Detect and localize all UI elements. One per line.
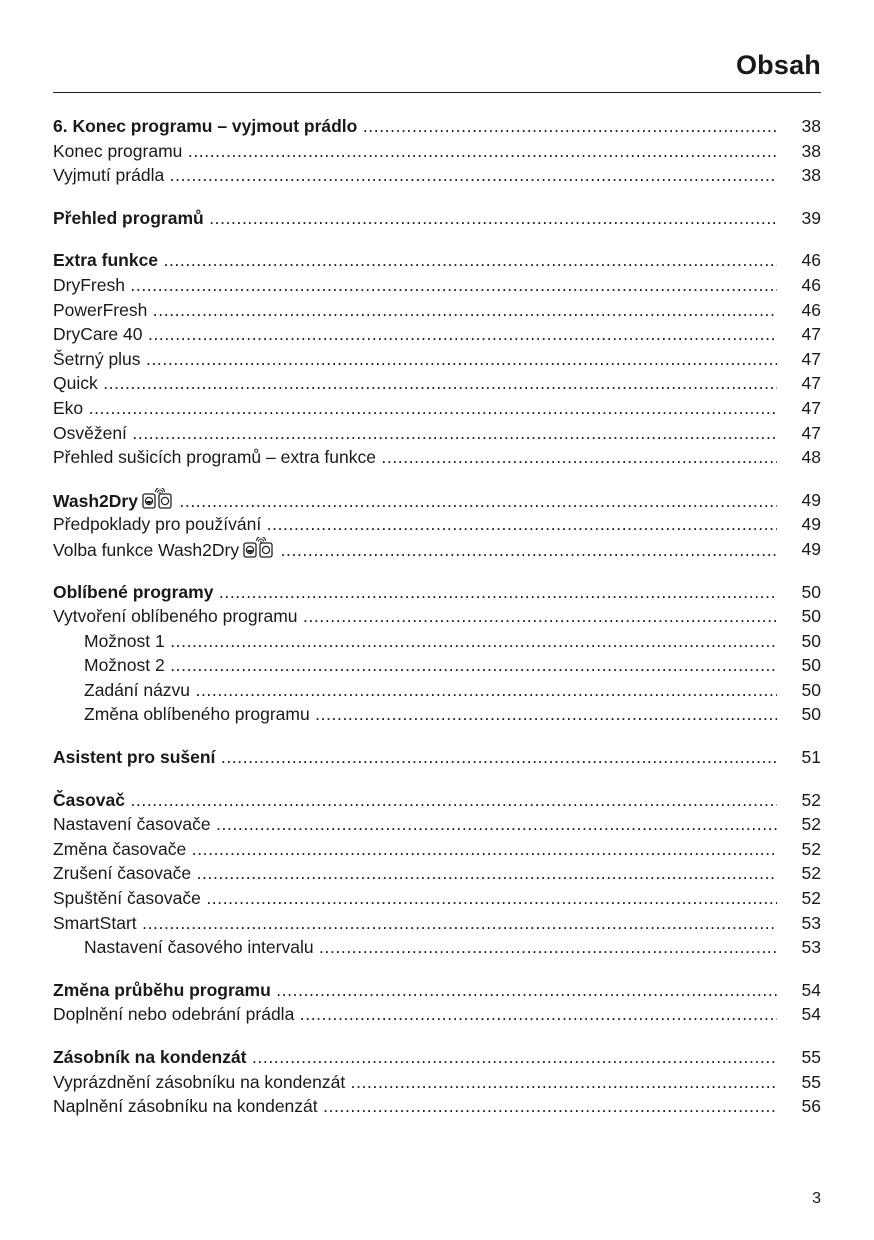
toc-entry[interactable] <box>53 745 821 770</box>
toc-entry-label: Zrušení časovače <box>53 863 192 884</box>
toc-entry-label: Naplnění zásobníku na kondenzát <box>53 1096 318 1117</box>
page-number: 3 <box>812 1190 821 1207</box>
toc-entry-label: Šetrný plus <box>53 348 141 369</box>
toc-entry-page: 46 <box>801 250 821 271</box>
toc-entry[interactable] <box>53 114 821 139</box>
toc-entry-left <box>53 273 777 298</box>
toc-entry-page: 53 <box>801 937 821 958</box>
toc-entry-left <box>53 163 777 188</box>
toc-entry-left <box>84 653 777 678</box>
toc-entry-label: Volba funkce Wash2Dry <box>53 539 240 560</box>
toc-entry-label: Eko <box>53 397 84 418</box>
toc-entry-left <box>53 537 777 566</box>
wash2dry-icon <box>243 537 275 566</box>
toc-entry[interactable] <box>53 322 821 347</box>
toc-entry[interactable] <box>53 512 821 537</box>
toc-entry-page: 50 <box>801 581 821 602</box>
toc-entry-page: 52 <box>801 789 821 810</box>
toc-entry-left <box>53 298 777 323</box>
toc-entry-page: 54 <box>801 979 821 1000</box>
toc-entry-page: 50 <box>801 606 821 627</box>
toc-entry-label: DryCare 40 <box>53 324 143 345</box>
toc-entry-label: Možnost 2 <box>84 655 165 676</box>
toc-entry-label: Oblíbené programy <box>53 581 214 602</box>
toc-entry-label: Nastavení časového intervalu <box>84 937 314 958</box>
toc-entry-page: 38 <box>801 140 821 161</box>
toc-entry-label: Možnost 1 <box>84 630 165 651</box>
toc-entry[interactable] <box>53 273 821 298</box>
toc-entry-left <box>53 248 777 273</box>
toc-entry-label: Doplnění nebo odebrání prádla <box>53 1004 295 1025</box>
toc-entry-label: Spuštění časovače <box>53 888 201 909</box>
toc-entry-page: 52 <box>801 838 821 859</box>
toc-entry[interactable] <box>53 580 821 605</box>
toc-entry[interactable] <box>53 935 821 960</box>
toc-entry[interactable] <box>53 298 821 323</box>
toc-entry-left <box>53 745 777 770</box>
toc-entry-page: 53 <box>801 912 821 933</box>
toc-entry-left <box>53 512 777 537</box>
toc-entry-page: 50 <box>801 630 821 651</box>
toc-entry-label: Přehled programů <box>53 207 204 228</box>
toc-entry[interactable] <box>53 488 821 513</box>
toc-entry-label: Vyprázdnění zásobníku na kondenzát <box>53 1071 346 1092</box>
toc-entry-left <box>53 1045 777 1070</box>
toc-entry-page: 38 <box>801 165 821 186</box>
toc-entry-page: 47 <box>801 397 821 418</box>
toc-entry-left <box>53 1002 777 1027</box>
toc-entry-left <box>53 580 777 605</box>
toc-entry-label: Wash2Dry <box>53 490 138 511</box>
toc-entry[interactable] <box>53 911 821 936</box>
toc-entry-page: 54 <box>801 1004 821 1025</box>
toc-entry-left <box>53 322 777 347</box>
toc-entry-label: DryFresh <box>53 274 125 295</box>
toc-entry-page: 52 <box>801 888 821 909</box>
toc-entry-left <box>84 678 777 703</box>
toc-entry-page: 39 <box>801 207 821 228</box>
toc-entry[interactable] <box>53 978 821 1003</box>
toc-entry-page: 50 <box>801 704 821 725</box>
toc-entry-left <box>53 837 777 862</box>
toc-entry[interactable] <box>53 702 821 727</box>
toc-entry[interactable] <box>53 1094 821 1119</box>
toc-entry[interactable] <box>53 678 821 703</box>
toc-entry[interactable] <box>53 604 821 629</box>
toc-entry[interactable] <box>53 206 821 231</box>
toc-entry[interactable] <box>53 812 821 837</box>
toc-entry-label: Asistent pro sušení <box>53 747 216 768</box>
toc-entry-left <box>53 911 777 936</box>
toc-entry-label: Vyjmutí prádla <box>53 165 165 186</box>
toc-entry[interactable] <box>53 139 821 164</box>
toc-entry[interactable] <box>53 163 821 188</box>
toc-entry-label: Osvěžení <box>53 422 127 443</box>
toc-entry[interactable] <box>53 347 821 372</box>
toc-entry-label: Změna průběhu programu <box>53 979 271 1000</box>
toc-entry-left <box>53 788 777 813</box>
toc-entry-page: 47 <box>801 422 821 443</box>
toc-entry[interactable] <box>53 653 821 678</box>
toc-entry-left <box>84 935 777 960</box>
toc-entry-page: 38 <box>801 116 821 136</box>
toc-entry-label: Zásobník na kondenzát <box>53 1047 247 1067</box>
toc-entry-left <box>53 886 777 911</box>
toc-entry-label: Přehled sušicích programů – extra funkce <box>53 447 376 468</box>
toc-entry-left <box>84 702 777 727</box>
toc-entry-page: 56 <box>801 1096 821 1117</box>
toc-entry-label: Extra funkce <box>53 250 159 271</box>
toc-entry-left <box>53 1094 777 1119</box>
toc-entry[interactable] <box>53 788 821 813</box>
toc-entry[interactable] <box>53 421 821 446</box>
toc-entry-page: 51 <box>801 747 821 768</box>
toc-entry-page: 52 <box>801 814 821 835</box>
toc-entry-label: Předpoklady pro používání <box>53 514 262 535</box>
toc-entry-page: 47 <box>801 324 821 345</box>
toc-entry[interactable] <box>53 371 821 396</box>
table-of-contents <box>53 114 821 1119</box>
toc-entry-page: 50 <box>801 679 821 700</box>
toc-entry-label: Quick <box>53 373 98 394</box>
toc-entry-left <box>53 139 777 164</box>
toc-entry[interactable] <box>53 1002 821 1027</box>
toc-entry[interactable] <box>53 248 821 273</box>
toc-entry[interactable] <box>53 861 821 886</box>
toc-entry-left <box>53 812 777 837</box>
toc-entry-left <box>53 421 777 446</box>
toc-entry-left <box>53 206 777 231</box>
page-header <box>53 50 821 93</box>
toc-entry-left <box>53 861 777 886</box>
toc-entry-left <box>84 629 777 654</box>
toc-entry-page: 52 <box>801 863 821 884</box>
page-title: Obsah <box>735 50 821 80</box>
toc-entry[interactable] <box>53 1045 821 1070</box>
toc-entry-left <box>53 347 777 372</box>
toc-entry-page: 50 <box>801 655 821 676</box>
toc-entry-left <box>53 978 777 1003</box>
toc-entry[interactable] <box>53 837 821 862</box>
toc-entry-page: 49 <box>801 489 821 510</box>
toc-entry-label: Vytvoření oblíbeného programu <box>53 606 298 627</box>
toc-entry-left <box>53 396 777 421</box>
toc-entry-left <box>53 1070 777 1095</box>
toc-entry[interactable] <box>53 886 821 911</box>
toc-entry-label: Změna oblíbeného programu <box>84 704 310 725</box>
toc-entry-page: 49 <box>801 538 821 559</box>
toc-entry-label: Zadání názvu <box>84 679 191 700</box>
toc-entry-left <box>53 371 777 396</box>
toc-entry[interactable] <box>53 396 821 421</box>
toc-entry-label: 6. Konec programu – vyjmout prádlo <box>53 116 358 136</box>
toc-entry-label: Časovač <box>53 789 125 810</box>
toc-entry[interactable] <box>53 445 821 470</box>
toc-entry-label: Konec programu <box>53 140 183 161</box>
toc-entry-label: Změna časovače <box>53 838 187 859</box>
toc-entry-page: 55 <box>801 1071 821 1092</box>
toc-entry-label: PowerFresh <box>53 299 148 320</box>
toc-entry-page: 48 <box>801 447 821 468</box>
toc-entry-left <box>53 445 777 470</box>
toc-entry-label: SmartStart <box>53 912 137 933</box>
toc-entry[interactable] <box>53 1070 821 1095</box>
toc-entry-left <box>53 604 777 629</box>
toc-entry-page: 46 <box>801 299 821 320</box>
toc-entry-left <box>53 114 777 139</box>
toc-entry-label: Nastavení časovače <box>53 814 211 835</box>
toc-entry-page: 46 <box>801 274 821 295</box>
toc-entry[interactable] <box>53 537 821 562</box>
toc-entry[interactable] <box>53 629 821 654</box>
toc-entry-page: 49 <box>801 514 821 535</box>
toc-entry-page: 55 <box>801 1047 821 1067</box>
toc-entry-page: 47 <box>801 348 821 369</box>
toc-entry-page: 47 <box>801 373 821 394</box>
